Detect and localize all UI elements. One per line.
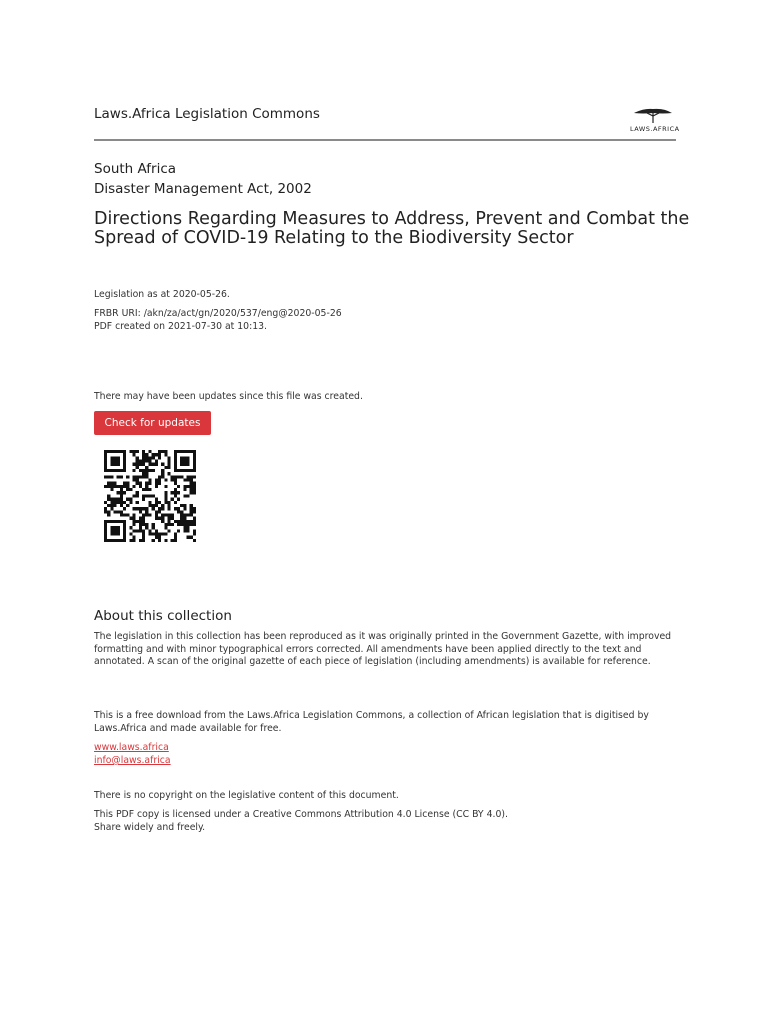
logo-wordmark: LAWS.AFRICA (630, 125, 680, 133)
country: South Africa (94, 161, 177, 177)
collection-title: Laws.Africa Legislation Commons (94, 106, 320, 122)
license-note: This PDF copy is licensed under a Creative Commons Attribution 4.0 License (CC BY 4.0). (94, 809, 508, 820)
about-heading: About this collection (94, 608, 232, 624)
share-note: Share widely and freely. (94, 822, 206, 833)
updates-note: There may have been updates since this file was created. (94, 391, 363, 402)
email-link[interactable]: info@laws.africa (94, 755, 171, 766)
qr-code-icon[interactable] (101, 450, 199, 542)
parent-act: Disaster Management Act, 2002 (94, 181, 312, 197)
pdf-created-date: PDF created on 2021-07-30 at 10:13. (94, 321, 268, 332)
document-title: Directions Regarding Measures to Address, Prevent and Combat the Spread of COVID-19 Relating to the Biodiversity Sector (94, 209, 690, 248)
legislation-date: Legislation as at 2020-05-26. (94, 289, 230, 300)
check-for-updates-button[interactable]: Check for updates (94, 411, 211, 435)
copyright-note: There is no copyright on the legislative content of this document. (94, 790, 399, 801)
about-text: The legislation in this collection has been reproduced as it was originally printed in the Government Gazette, with improved formatting and with minor typographical errors corrected. All amendments have been applied directly to the text and annotated. A scan of the original gazette of each piece of legislation (including amendments) is available for reference. (94, 631, 672, 667)
header-divider (94, 139, 676, 141)
free-download-text: This is a free download from the Laws.Africa Legislation Commons, a collection of African legislation that is digitised by Laws.Africa and made available for free. (94, 710, 649, 734)
website-link[interactable]: www.laws.africa (94, 742, 169, 753)
frbr-uri: FRBR URI: /akn/za/act/gn/2020/537/eng@2020-05-26 (94, 308, 342, 319)
